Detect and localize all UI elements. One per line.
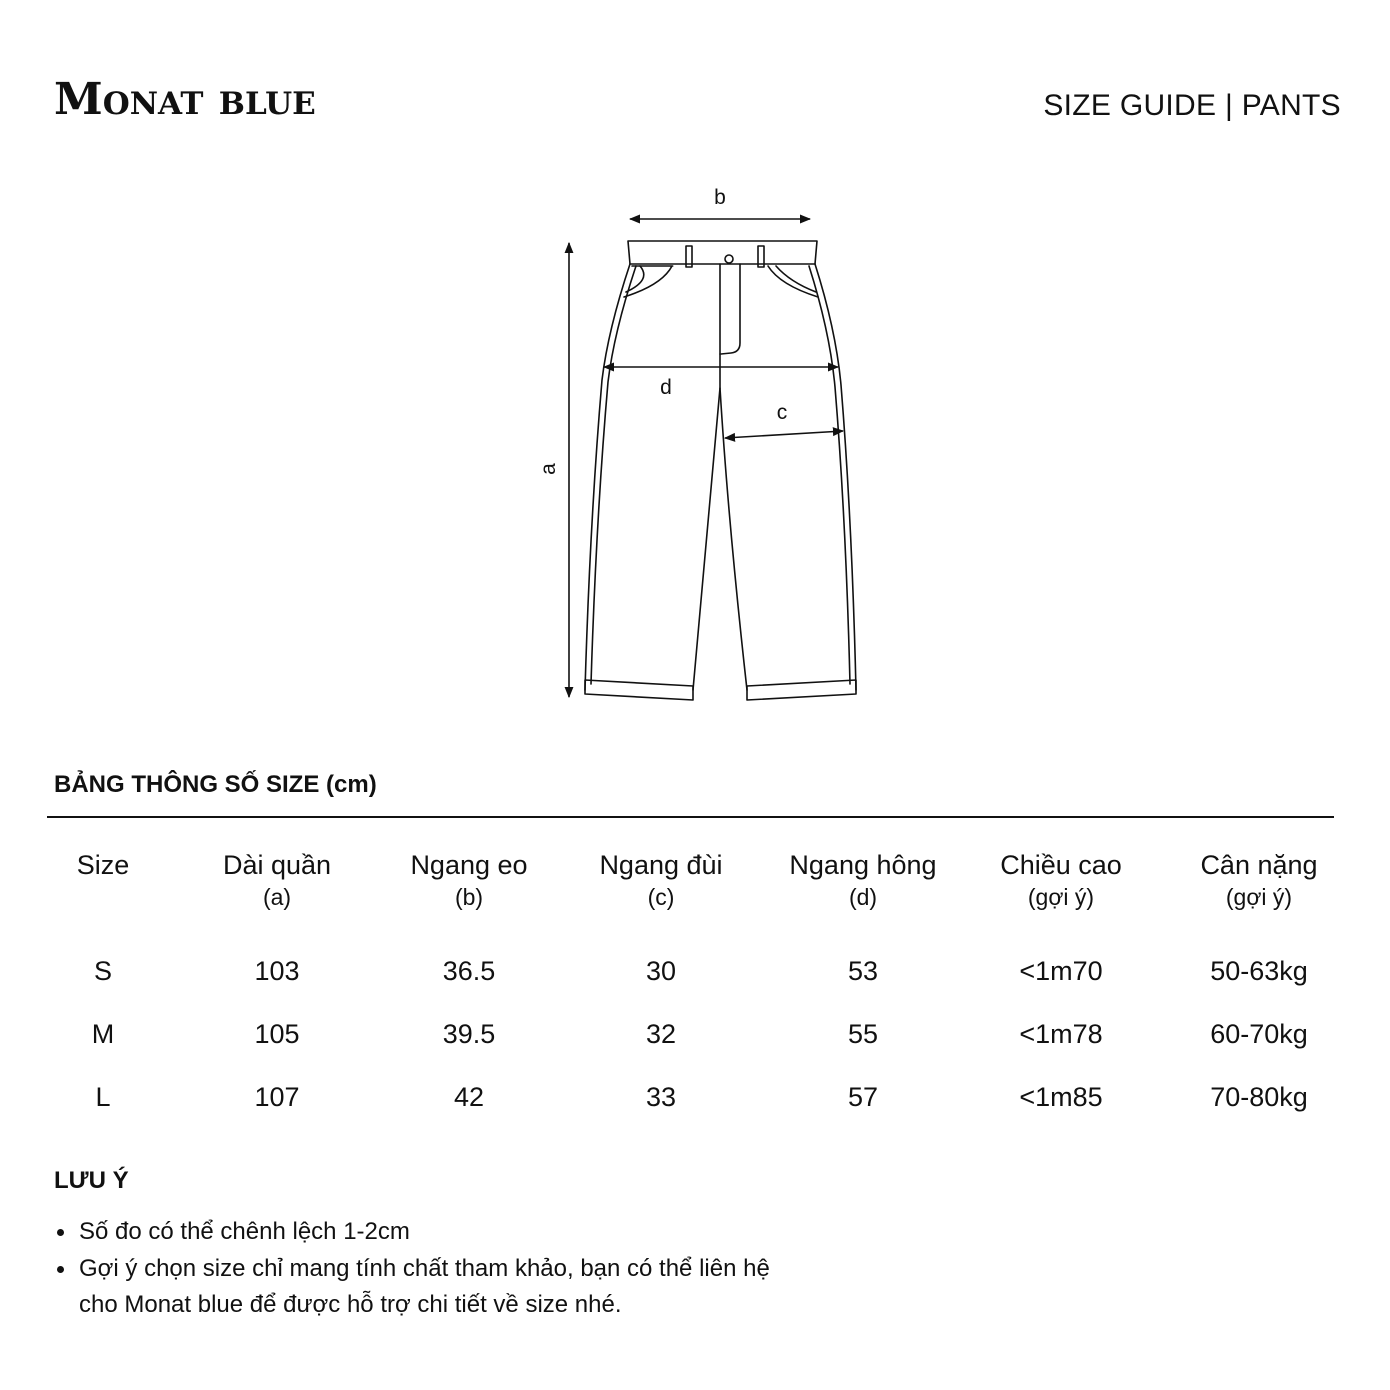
label-a: a xyxy=(537,463,560,475)
table-row xyxy=(0,1066,1390,1129)
notes-list xyxy=(54,1214,774,1324)
cell-length: 107 xyxy=(254,1082,300,1112)
right-hem xyxy=(747,680,856,700)
brand-logo: Monat blue xyxy=(54,74,316,125)
col-weight: Cân nặng (gợi ý) xyxy=(1200,850,1318,910)
cell-length: 105 xyxy=(254,1019,300,1049)
size-table-title: BẢNG THÔNG SỐ SIZE (cm) xyxy=(54,771,377,798)
cell-waist: 36.5 xyxy=(442,956,496,986)
divider xyxy=(47,816,1334,818)
table-header-row xyxy=(0,848,1390,940)
note-item: Gợi ý chọn size chỉ mang tính chất tham khảo, bạn có thể liên hệ cho Monat blue để được hỗ trợ chi tiết về size nhé. xyxy=(54,1251,774,1323)
right-leg-outer-seam xyxy=(809,266,850,684)
cell-size: M xyxy=(91,1019,115,1049)
cell-weight: 60-70kg xyxy=(1210,1019,1308,1049)
cell-height: <1m70 xyxy=(1019,956,1103,986)
cell-hip: 53 xyxy=(847,956,879,986)
cell-height: <1m85 xyxy=(1019,1082,1103,1112)
cell-weight: 50-63kg xyxy=(1210,956,1308,986)
cell-waist: 39.5 xyxy=(442,1019,496,1049)
right-leg-outer xyxy=(815,264,856,690)
pants-diagram xyxy=(520,178,880,708)
cell-waist: 42 xyxy=(453,1082,485,1112)
cell-thigh: 33 xyxy=(645,1082,677,1112)
table-row xyxy=(0,940,1390,1003)
guide-title: SIZE GUIDE | PANTS xyxy=(1043,89,1341,122)
cell-hip: 57 xyxy=(847,1082,879,1112)
cell-weight: 70-80kg xyxy=(1210,1082,1308,1112)
cell-size: S xyxy=(93,956,112,986)
cell-length: 103 xyxy=(254,956,300,986)
cell-thigh: 32 xyxy=(645,1019,677,1049)
cell-thigh: 30 xyxy=(645,956,677,986)
left-leg-outer xyxy=(585,264,630,690)
table-row xyxy=(0,1003,1390,1066)
left-hem xyxy=(585,680,693,700)
size-table xyxy=(0,848,1390,1129)
label-b: b xyxy=(714,186,726,209)
button-icon xyxy=(725,255,733,263)
left-leg-outer-seam xyxy=(591,266,636,684)
col-hip: Ngang hông (d) xyxy=(789,850,937,910)
note-item: Số đo có thể chênh lệch 1-2cm xyxy=(54,1214,774,1250)
left-leg-inner xyxy=(693,354,720,690)
fly-stitch xyxy=(721,264,740,354)
col-thigh: Ngang đùi (c) xyxy=(599,850,723,910)
col-waist: Ngang eo (b) xyxy=(410,850,528,910)
col-height: Chiều cao (gợi ý) xyxy=(1000,850,1122,910)
cell-height: <1m78 xyxy=(1019,1019,1103,1049)
notes-title: LƯU Ý xyxy=(54,1167,129,1194)
col-size: Size xyxy=(76,850,130,880)
waistband-outline xyxy=(628,241,817,264)
arrow-c xyxy=(725,431,843,438)
cell-size: L xyxy=(95,1082,111,1112)
label-c: c xyxy=(776,401,788,424)
cell-hip: 55 xyxy=(847,1019,879,1049)
col-length: Dài quần (a) xyxy=(222,850,332,910)
right-leg-inner xyxy=(720,388,747,690)
label-d: d xyxy=(660,376,672,399)
